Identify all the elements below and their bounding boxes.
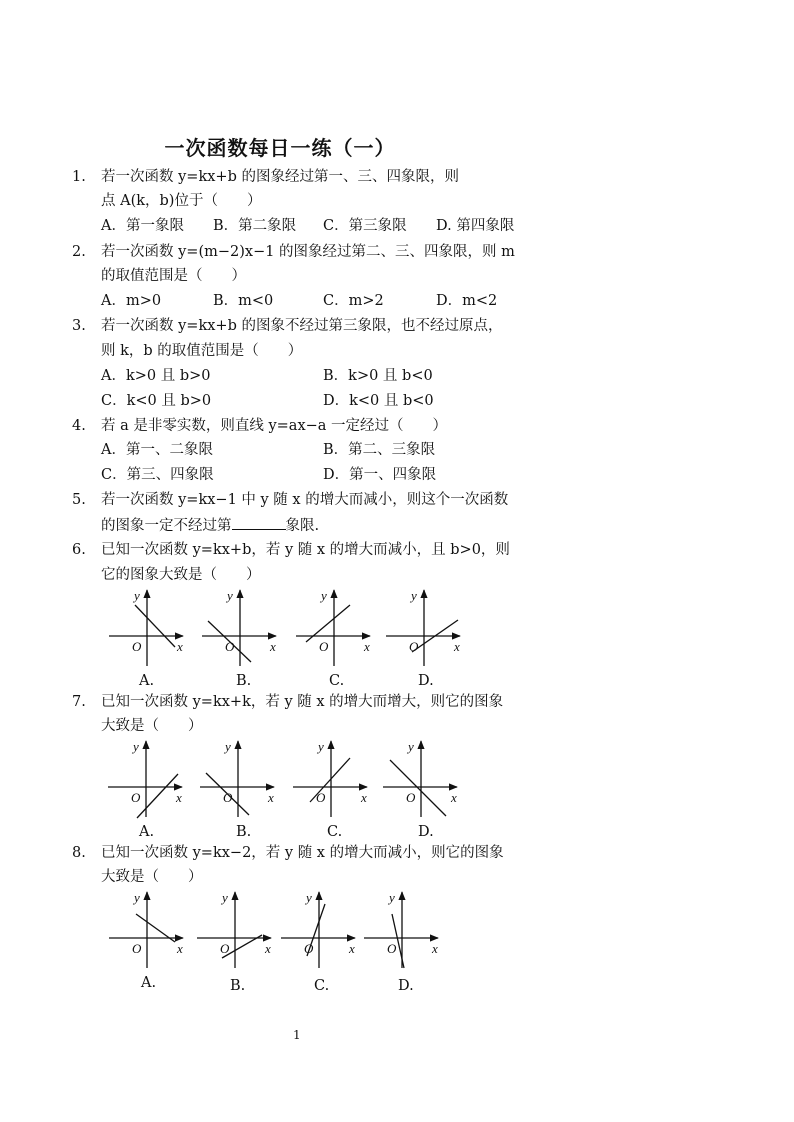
question-1-text-line-2: 点 A(k，b)位于（ ） bbox=[101, 193, 262, 209]
page-title: 一次函数每日一练（一） bbox=[164, 136, 396, 160]
question-1-option-c[interactable]: C．第三象限 bbox=[323, 218, 407, 234]
question-1-option-b[interactable]: B．第二象限 bbox=[213, 218, 297, 234]
y-axis-label: y bbox=[408, 739, 414, 754]
question-8-text-line-2: 大致是（ ） bbox=[101, 869, 203, 885]
y-axis-label: y bbox=[134, 890, 140, 905]
question-8-option-d[interactable]: D. bbox=[398, 978, 414, 994]
question-8-text-line-1: 已知一次函数 y=kx−2，若 y 随 x 的增大而减小，则它的图象 bbox=[101, 845, 504, 861]
question-1-number: 1. bbox=[72, 169, 86, 185]
origin-label: O bbox=[131, 790, 141, 805]
graph-3 bbox=[296, 588, 370, 666]
question-4-option-b[interactable]: B．第二、三象限 bbox=[323, 442, 436, 458]
question-7-option-a[interactable]: A. bbox=[139, 824, 155, 840]
question-6-option-c[interactable]: C. bbox=[329, 673, 345, 689]
question-1-text-line-1: 若一次函数 y=kx+b 的图象经过第一、三、四象限，则 bbox=[101, 169, 459, 185]
graph-9 bbox=[109, 890, 183, 968]
y-axis-label: y bbox=[222, 890, 228, 905]
question-2-text-line-2: 的取值范围是（ ） bbox=[101, 268, 246, 284]
origin-label: O bbox=[132, 941, 142, 956]
question-3-option-a[interactable]: A．k>0 且 b>0 bbox=[101, 368, 211, 384]
y-axis-label: y bbox=[225, 739, 231, 754]
question-6-number: 6. bbox=[72, 542, 86, 558]
y-axis-label: y bbox=[133, 739, 139, 754]
page-number: 1 bbox=[293, 1028, 301, 1042]
question-1-option-a[interactable]: A．第一象限 bbox=[101, 218, 184, 234]
question-4-text-line-1: 若 a 是非零实数，则直线 y=ax−a 一定经过（ ） bbox=[101, 418, 448, 434]
question-3-option-b[interactable]: B．k>0 且 b<0 bbox=[323, 368, 433, 384]
question-7-option-b[interactable]: B. bbox=[236, 824, 252, 840]
origin-label: O bbox=[223, 790, 233, 805]
y-axis-label: y bbox=[306, 890, 312, 905]
question-3-text-line-2: 则 k，b 的取值范围是（ ） bbox=[101, 343, 303, 359]
question-1-option-d[interactable]: D. 第四象限 bbox=[436, 218, 515, 234]
question-6-option-d[interactable]: D. bbox=[418, 673, 434, 689]
x-axis-label: x bbox=[364, 639, 370, 654]
x-axis-label: x bbox=[451, 790, 457, 805]
question-2-option-a[interactable]: A．m>0 bbox=[101, 293, 162, 309]
question-4-option-a[interactable]: A．第一、二象限 bbox=[101, 442, 213, 458]
question-3-option-c[interactable]: C．k<0 且 b>0 bbox=[101, 393, 212, 409]
graph-4 bbox=[386, 588, 460, 666]
graph-1 bbox=[109, 588, 183, 666]
origin-label: O bbox=[304, 941, 314, 956]
origin-label: O bbox=[319, 639, 329, 654]
question-8-option-c[interactable]: C. bbox=[314, 978, 330, 994]
question-8-option-b[interactable]: B. bbox=[230, 978, 246, 994]
y-axis-label: y bbox=[227, 588, 233, 603]
x-axis-label: x bbox=[176, 790, 182, 805]
question-4-number: 4. bbox=[72, 418, 86, 434]
question-6-option-b[interactable]: B. bbox=[236, 673, 252, 689]
y-axis-label: y bbox=[321, 588, 327, 603]
question-2-text-line-1: 若一次函数 y=(m−2)x−1 的图象经过第二、三、四象限，则 m bbox=[101, 244, 515, 260]
question-2-option-d[interactable]: D．m<2 bbox=[436, 293, 498, 309]
question-3-option-d[interactable]: D．k<0 且 b<0 bbox=[323, 393, 434, 409]
graph-8 bbox=[383, 739, 457, 817]
origin-label: O bbox=[387, 941, 397, 956]
x-axis-label: x bbox=[454, 639, 460, 654]
question-5-text-line-1: 若一次函数 y=kx−1 中 y 随 x 的增大而减小，则这个一次函数 bbox=[101, 492, 509, 508]
origin-label: O bbox=[225, 639, 235, 654]
function-line bbox=[390, 760, 446, 816]
origin-label: O bbox=[406, 790, 416, 805]
graph-2 bbox=[202, 588, 276, 666]
graph-12 bbox=[364, 890, 438, 968]
y-axis-label: y bbox=[411, 588, 417, 603]
question-7-number: 7. bbox=[72, 694, 86, 710]
question-2-option-c[interactable]: C．m>2 bbox=[323, 293, 384, 309]
question-2-option-b[interactable]: B．m<0 bbox=[213, 293, 274, 309]
y-axis-label: y bbox=[389, 890, 395, 905]
question-7-option-d[interactable]: D. bbox=[418, 824, 434, 840]
graph-11 bbox=[281, 890, 355, 968]
x-axis-label: x bbox=[268, 790, 274, 805]
question-3-number: 3. bbox=[72, 318, 86, 334]
origin-label: O bbox=[132, 639, 142, 654]
graph-7 bbox=[293, 739, 367, 817]
x-axis-label: x bbox=[361, 790, 367, 805]
question-7-text-line-2: 大致是（ ） bbox=[101, 718, 203, 734]
question-5-text-before-blank: 的图象一定不经过第 bbox=[101, 518, 232, 534]
question-2-number: 2. bbox=[72, 244, 86, 260]
question-5-text-after-blank: 象限. bbox=[285, 518, 320, 534]
question-8-number: 8. bbox=[72, 845, 86, 861]
graph-6 bbox=[200, 739, 274, 817]
question-4-option-d[interactable]: D．第一、四象限 bbox=[323, 467, 437, 483]
question-6-text-line-2: 它的图象大致是（ ） bbox=[101, 567, 261, 583]
y-axis-label: y bbox=[318, 739, 324, 754]
question-5-number: 5. bbox=[72, 492, 86, 508]
x-axis-label: x bbox=[177, 941, 183, 956]
function-line bbox=[137, 774, 178, 818]
y-axis-label: y bbox=[134, 588, 140, 603]
x-axis-label: x bbox=[270, 639, 276, 654]
graph-5 bbox=[108, 739, 182, 818]
origin-label: O bbox=[409, 639, 419, 654]
x-axis-label: x bbox=[177, 639, 183, 654]
question-7-text-line-1: 已知一次函数 y=kx+k，若 y 随 x 的增大而增大，则它的图象 bbox=[101, 694, 504, 710]
origin-label: O bbox=[316, 790, 326, 805]
question-3-text-line-1: 若一次函数 y=kx+b 的图象不经过第三象限，也不经过原点， bbox=[101, 318, 503, 334]
x-axis-label: x bbox=[265, 941, 271, 956]
question-7-option-c[interactable]: C. bbox=[327, 824, 343, 840]
graph-10 bbox=[197, 890, 271, 968]
question-4-option-c[interactable]: C．第三、四象限 bbox=[101, 467, 214, 483]
origin-label: O bbox=[220, 941, 230, 956]
x-axis-label: x bbox=[432, 941, 438, 956]
question-6-text-line-1: 已知一次函数 y=kx+b，若 y 随 x 的增大而减小，且 b>0，则 bbox=[101, 542, 510, 558]
question-8-option-a[interactable]: A. bbox=[141, 975, 157, 991]
question-6-option-a[interactable]: A. bbox=[139, 673, 155, 689]
x-axis-label: x bbox=[349, 941, 355, 956]
